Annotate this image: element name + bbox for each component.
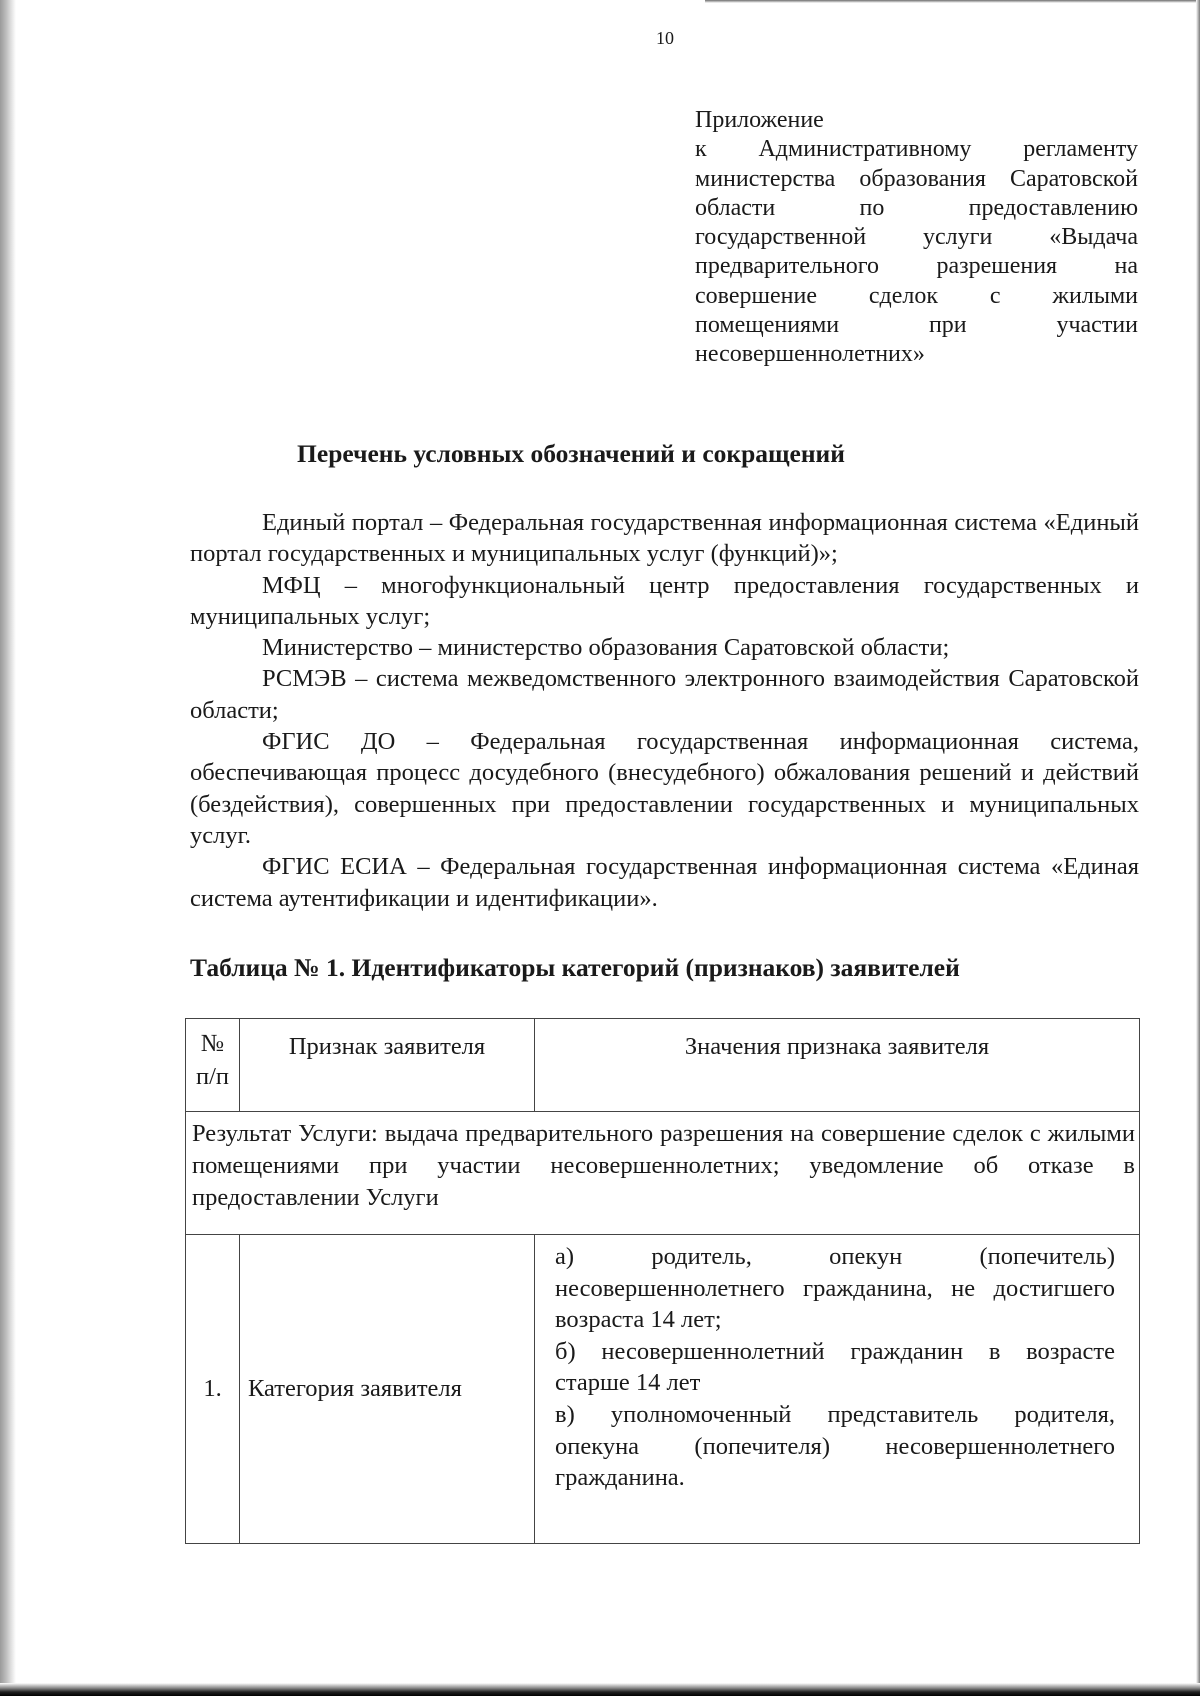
applicant-categories-table xyxy=(185,1018,1140,1544)
table-header-row xyxy=(186,1019,1140,1112)
section-heading: Перечень условных обозначений и сокращений xyxy=(297,439,845,468)
abbreviations-list xyxy=(190,507,1139,914)
table-row xyxy=(186,1235,1140,1544)
appendix-title: Приложение xyxy=(695,107,824,133)
row-value-item: в) уполномоченный представитель родителя, опекуна (попечителя) несовершеннолетнего гражданина. xyxy=(555,1400,1115,1492)
header-number-abbr: п/п xyxy=(196,1063,230,1090)
header-number-cell xyxy=(186,1019,240,1112)
appendix-text: к Административному регламенту министерства образования Саратовской области по предоставлению государственной услуги «Выдача предварительного разрешения на совершение сделок с жилыми помещениями при участии несовершеннолетних» xyxy=(695,136,1138,368)
header-values-cell: Значения признака заявителя xyxy=(535,1019,1140,1112)
scan-edge-top xyxy=(705,0,1200,3)
row-attribute-cell: Категория заявителя xyxy=(240,1235,535,1544)
abbreviation-item: МФЦ – многофункциональный центр предоставления государственных и муниципальных услуг; xyxy=(190,571,1139,630)
row-value-item: а) родитель, опекун (попечитель) несовершеннолетнего гражданина, не достигшего возраста 14 лет; xyxy=(555,1243,1115,1334)
abbreviation-item: ФГИС ЕСИА – Федеральная государственная информационная система «Единая система аутентификации и идентификации». xyxy=(190,853,1139,912)
abbreviation-item: РСМЭВ – система межведомственного электронного взаимодействия Саратовской области; xyxy=(190,665,1139,724)
header-attribute-cell: Признак заявителя xyxy=(240,1019,535,1112)
scan-edge-right xyxy=(1196,0,1200,1696)
abbreviation-item: Единый портал – Федеральная государственная информационная система «Единый портал государственных и муниципальных услуг (функций)»; xyxy=(190,509,1139,568)
header-number-symbol: № xyxy=(200,1030,225,1057)
scan-edge-left xyxy=(0,0,16,1696)
abbreviation-item: Министерство – министерство образования Саратовской области; xyxy=(262,634,950,662)
result-cell: Результат Услуги: выдача предварительного разрешения на совершение сделок с жилыми помещениями при участии несовершеннолетних; уведомление об отказе в предоставлении Услуги xyxy=(186,1112,1140,1235)
scan-edge-bottom xyxy=(0,1683,1200,1696)
table-result-row xyxy=(186,1112,1140,1235)
row-number-cell: 1. xyxy=(186,1235,240,1544)
page-number: 10 xyxy=(656,28,674,48)
table-caption: Таблица № 1. Идентификаторы категорий (признаков) заявителей xyxy=(190,953,960,982)
row-value-item: б) несовершеннолетний гражданин в возрасте старше 14 лет xyxy=(555,1337,1115,1397)
abbreviation-item: ФГИС ДО – Федеральная государственная информационная система, обеспечивающая процесс досудебного (внесудебного) обжалования решений и действий (бездействия), совершенных при предоставлении государственных и муниципальных услуг. xyxy=(190,728,1139,849)
row-values-cell xyxy=(535,1235,1140,1544)
appendix-block xyxy=(695,106,1138,370)
